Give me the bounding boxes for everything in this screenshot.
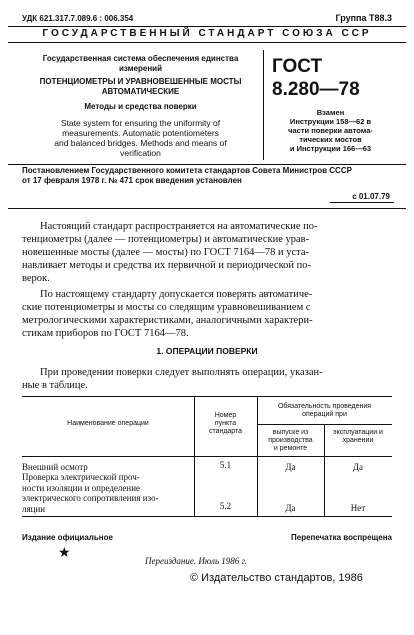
intro-p1-line-5: верок. [22,273,50,284]
english-title [28,118,253,158]
replaces-line-3: части поверки автома- [288,126,373,135]
table-header-operation-line-1: эксплуатации и [333,429,383,436]
replaces-line-4: тических мостов [299,135,362,144]
table-header-item [194,412,257,436]
decree [22,166,352,186]
table-row-1-release: Да [285,462,296,472]
section-text-line-1: При проведении поверки следует выполнять операции, указан- [40,367,323,378]
table-header-operation-line-2: хранении [342,437,374,444]
table-header-operation [324,429,392,445]
copyright: © Издательство стандартов, 1986 [190,572,363,584]
english-line-1: State system for ensuring the uniformity of [60,118,221,128]
intro-p2-line-2: ские потенциометры и мосты со следящим уравновешиванием с [22,302,311,313]
table-header-rule [22,456,392,457]
table-row-2-name-line-4: ляции [22,503,46,514]
table-row-2-release: Да [285,503,296,513]
table-header-name: Наименование операции [67,420,149,427]
replaces-line-2: Инструкции 158—62 в [289,117,372,126]
decree-line-1: Постановлением Государственного комитета стандартов Совета Министров СССР [22,166,352,175]
intro-paragraph-2 [22,288,394,340]
date-underline [330,202,394,203]
english-line-4: verification [120,148,161,158]
intro-p2-line-3: метрологическими характеристиками, аналогичными характери- [22,315,313,326]
intro-p1-line-1: Настоящий стандарт распространяется на автоматические по- [40,221,318,232]
title-line-1: ПОТЕНЦИОМЕТРЫ И УРАВНОВЕШЕННЫЕ МОСТЫ [39,77,242,86]
table-header-item-line-1: Номер [214,412,237,419]
section-heading: 1. ОПЕРАЦИИ ПОВЕРКИ [156,346,258,356]
table-row-2-name-line-1: Проверка электрической проч- [22,472,140,482]
table-header-release [257,429,324,453]
table-header-group-line-1: Обязательность проведения [277,403,372,410]
table-header-item-line-3: стандарта [208,428,243,435]
intro-p1-line-2: тенциометры (далее — потенциометры) и автоматические урав- [22,234,310,245]
intro-p1-line-4: навливает методы и средства их первичной и периодической по- [22,260,311,271]
intro-p1-line-3: новешенные мосты (далее — мосты) по ГОСТ 7164—78 и уста- [22,247,310,258]
subtitle: Методы и средства поверки [84,102,197,111]
english-line-2: measurements. Automatic potentiometers [62,128,219,138]
table-header-item-line-2: пункта [214,420,237,427]
table-row-1-operation: Да [352,462,364,472]
table-header-group [257,403,392,419]
system-line-1: Государственная система обеспечения единства [42,54,239,63]
header-rule [8,42,406,43]
table-header-group-line-2: операций при [302,411,347,418]
table-header-release-line-1: выпуске из [272,429,309,436]
official-edition: Издание официальное [22,533,113,542]
replaces-line-1: Взамен [316,108,345,117]
gost-label: ГОСТ [272,56,323,77]
title-block [28,54,253,112]
udk-code: УДК 621.317.7.089.6 : 006.354 [22,14,134,23]
table-header-release-line-3: и ремонте [273,445,308,452]
table-row-2-operation: Нет [350,503,366,513]
title-line-2: АВТОМАТИЧЕСКИЕ [101,87,180,96]
table-row-1-item: 5.1 [219,460,232,470]
decree-date: с 01.07.79 [352,192,390,201]
table-row-2-item: 5.2 [219,501,232,511]
section-text [22,366,394,392]
standard-line: ГОСУДАРСТВЕННЫЙ СТАНДАРТ СОЮЗА ССР [42,28,372,39]
table-header-release-line-2: производства [268,437,313,444]
decree-line-2: от 17 февраля 1978 г. № 471 срок введения установлен [22,176,242,185]
table-row-1-name: Внешний осмотр [22,462,88,472]
table-row-2-name [22,472,194,514]
title-block-rule [8,164,406,165]
intro-p2-line-4: стикам приборов по ГОСТ 7164—78. [22,328,189,339]
section-text-line-2: ные в таблице. [22,380,88,391]
gost-number: 8.280—78 [272,79,360,100]
replaces-line-5: и Инструкции 166—63 [289,144,372,153]
reissue-note: Переиздание. Июль 1986 г. [145,556,248,566]
table-group-rule [257,424,392,425]
star-icon: ★ [58,546,71,561]
intro-paragraph-1 [22,220,394,285]
intro-p2-line-1: По настоящему стандарту допускается поверять автоматиче- [40,289,313,300]
english-line-3: and balanced bridges. Methods and means of [54,138,227,148]
table-top-rule [22,396,392,397]
system-line-2: измерений [118,64,163,73]
decree-rule [8,208,406,209]
replaces-block [263,108,398,153]
reprint-banned: Перепечатка воспрещена [291,533,392,542]
top-rule [8,26,406,27]
table-bottom-rule [22,516,392,517]
table-row-2-name-line-2: ности изоляции и определение [22,482,141,493]
table-row-2-name-line-3: электрического сопротивления изо- [22,493,159,503]
group-code: Группа Т88.3 [335,13,392,23]
